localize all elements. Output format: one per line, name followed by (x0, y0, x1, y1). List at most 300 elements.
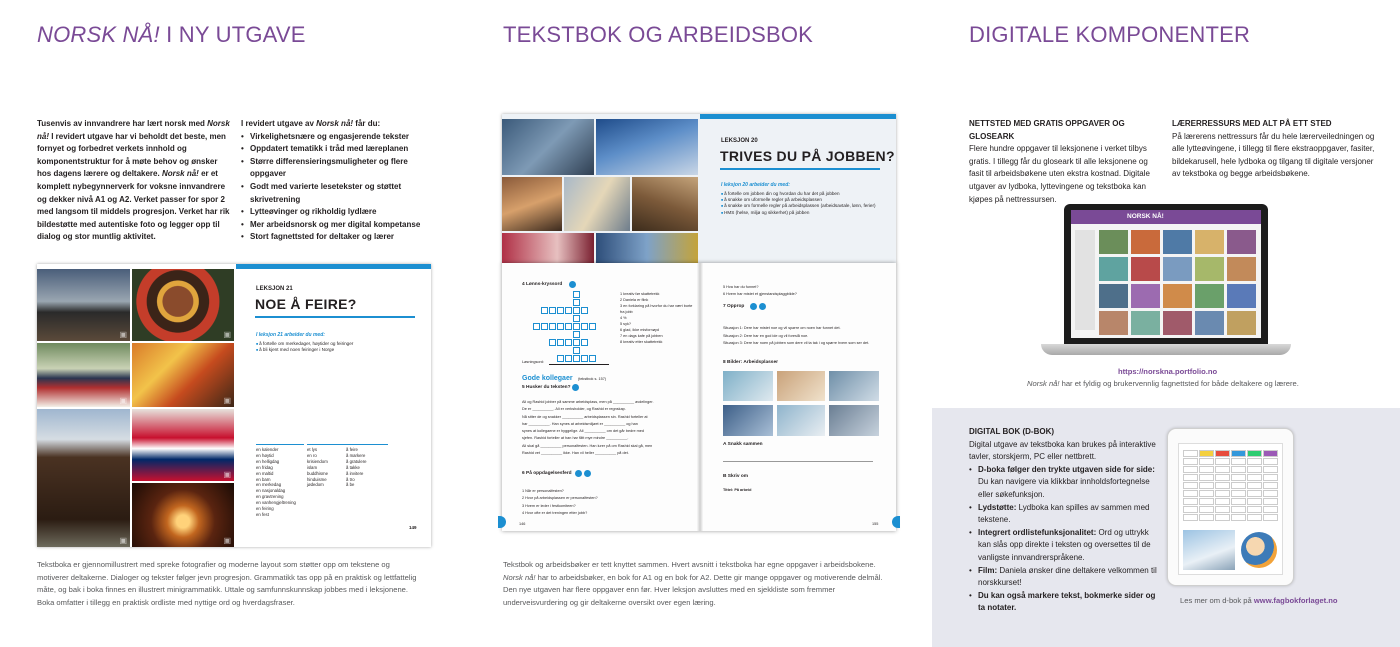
tablet-table-cell (1247, 474, 1262, 481)
clue-item: 4 % (620, 316, 627, 320)
site-tile (1163, 311, 1192, 335)
dbok-item (969, 527, 1161, 565)
question-item: 6 Hvem har mistet et gjenstandsplaggbilde? (723, 292, 797, 297)
site-tile (1131, 257, 1160, 281)
section-ref: (tekstbok s. 157) (578, 377, 607, 381)
intro-part-1: Norsk nå! (37, 119, 230, 141)
exercise-8-title: 8 Bilder: Arbeidsplasser (723, 360, 779, 365)
tablet-table-cell (1263, 466, 1278, 473)
lead-end: får du: (353, 119, 381, 128)
intro-part-2: I revidert utgave har vi beholdt det beste, men fornyet og forbedret verkets innhold og komponentstruktur for å møte behov og ønsker hos dagens lærere og deltakere. (37, 131, 226, 179)
tablet-table-cell (1231, 450, 1246, 457)
tablet-table-cell (1199, 490, 1214, 497)
col1-features-lead (241, 118, 441, 131)
text-line-1 (723, 461, 873, 462)
word-item: en nasjonaldag (256, 488, 286, 494)
word-item: islam (307, 464, 318, 470)
col3-title: DIGITALE KOMPONENTER (969, 22, 1251, 47)
photo-worker (502, 177, 562, 231)
crossword-cell (573, 323, 580, 330)
clue-item: 1 kreativ før skattetrekk (620, 292, 660, 296)
site-tile (1099, 230, 1128, 254)
site-tile (1195, 311, 1224, 335)
laptop-screen (1071, 210, 1261, 338)
workplace-photo-2 (777, 371, 825, 401)
workplace-photo-6 (829, 405, 879, 436)
dbok-heading: DIGITAL BOK (D-BOK) (969, 427, 1055, 436)
section-head-gode-kollegaer: Gode kollegaer (522, 375, 573, 382)
tablet-table-cell (1215, 458, 1230, 465)
tablet-table-cell (1247, 498, 1262, 505)
goal-item: ■ å bli kjent med noen feiringer i Norge (256, 347, 406, 353)
photo-folk-dance (37, 343, 130, 407)
crossword-cell (541, 307, 548, 314)
site-tile (1131, 311, 1160, 335)
site-tile (1163, 230, 1192, 254)
goal-head-20: I leksjon 20 arbeider du med: (721, 182, 790, 188)
photo-nurse (502, 233, 594, 264)
site-tile (1195, 230, 1224, 254)
chat-icon (750, 303, 757, 310)
tablet-table-cell (1231, 482, 1246, 489)
tablet-table-cell (1247, 482, 1262, 489)
larerressurs-block (1172, 118, 1384, 181)
site-tile (1227, 284, 1256, 308)
dbok-item-bold: Film: (978, 565, 998, 575)
cloze-line: Ali skal gå __________ personalfesten. Han lurer på om Rashid skal gå, men (522, 443, 653, 448)
word-item: en fridag (256, 464, 273, 470)
intro-part-0: Tusenvis av innvandrere har lært norsk med (37, 119, 208, 128)
tablet-table-cell (1231, 474, 1246, 481)
portfolio-caption-rest: har et fyldig og brukervennlig fagnettsted for både deltakere og lærere. (1059, 379, 1299, 388)
goal-item: ■ HMS (helse, miljø og sikkerhet) på jobben (721, 210, 891, 216)
feature-item: • Lytteøvinger og rikholdig lydlære (241, 206, 441, 219)
lesson-title: NOE Å FEIRE? (255, 296, 357, 312)
cloze-line: sjefen. Rashid forteller at han har fått mye mindre __________. (522, 436, 629, 441)
dbok-intro: Digital utgave av tekstboka kan brukes på interaktive tavler, storskjerm, PC eller nettbrett. (969, 439, 1156, 462)
page-right: 155 (872, 522, 879, 526)
clue-item: 5 syk? (620, 322, 631, 326)
laptop-base (1041, 344, 1291, 355)
word-item: å gratulere (346, 458, 367, 464)
tablet-table-cell (1247, 450, 1262, 457)
goal-item: ■ å snakke om formelle regler på arbeidsplassen (arbeidsavtale, lønn, ferier) (721, 203, 891, 209)
word-column-3 (346, 444, 388, 488)
situasjon-item: Situasjon 1: Dere har mistet noe og vil spørre om noen har funnet det. (723, 326, 841, 330)
crossword-cell (573, 331, 580, 338)
word-column-1 (256, 444, 304, 518)
dbok-item-bold: D-boka følger den trykte utgaven side for side: (978, 464, 1155, 474)
cloze-line: Nå sitter de og snakker __________ arbeidsplassen sin. Rashid forteller at (522, 414, 648, 419)
exercise-6-title: 6 På oppdagelsesferd (522, 471, 572, 476)
situasjon-item: Situasjon 3: Dere har noen på jobben som dere vil ta tak i og spørre hvem som ser det. (723, 341, 870, 346)
dbok-item-bold: Du kan også markere tekst, bokmerke sider og ta notater. (978, 590, 1156, 613)
photo-office (502, 119, 594, 175)
top-bluebar (236, 264, 431, 269)
exercise-6-questions-cont (723, 284, 883, 299)
clue-item: 2 Daniela er flink (620, 298, 649, 302)
dbok-item-bold: Lydstøtte: (978, 502, 1017, 512)
word-item: hinduisme (307, 476, 327, 482)
tablet-table-cell (1183, 506, 1198, 513)
dbok-item (969, 464, 1161, 502)
word-item: å markere (346, 452, 366, 458)
intro-part-3: Norsk nå! (161, 169, 199, 179)
skriv-om: B Skriv om (723, 474, 749, 479)
col1-intro (37, 118, 232, 244)
col1-title-rest: I NY UTGAVE (159, 22, 306, 47)
tablet-table-cell (1231, 466, 1246, 473)
tablet-table-cell (1199, 506, 1214, 513)
crossword-cell (573, 315, 580, 322)
clue-item: 3 en forklaring på hvorfor du har vært borte fra jobb (620, 304, 693, 314)
cloze-line: De er __________. Ali er verksholder, og Rashid er regnskap. (522, 407, 626, 412)
photo-icon: ▣ (223, 396, 231, 405)
caption-part-1: Norsk nå! (503, 572, 536, 582)
cloze-line: Rashid vet __________ ikke. Han vil heller __________ på det. (522, 451, 629, 456)
photo-stave-church (37, 409, 130, 547)
exercise-4-title: 4 Lønns-kryssord (522, 282, 563, 287)
dbok-item-text: Du kan navigere via klikkbar innholdsfortegnelse eller søkefunksjon. (978, 477, 1150, 499)
tablet-table-cell (1247, 506, 1262, 513)
tablet-table-cell (1263, 458, 1278, 465)
caption-part-0: Tekstbok og arbeidsbøker er tett knyttet sammen. Hvert avsnitt i tekstboka har egne oppgaver i arbeidsbokene. (503, 560, 876, 569)
answer-line (549, 364, 609, 365)
site-tile (1099, 284, 1128, 308)
photo-icon: ▣ (119, 396, 127, 405)
tablet-table-cell (1215, 506, 1230, 513)
site-sidebar (1075, 230, 1095, 330)
tablet-table-cell (1183, 474, 1198, 481)
page-left: 146 (519, 522, 526, 526)
lesson-title-20: TRIVES DU PÅ JOBBEN? (720, 148, 895, 164)
clue-item: 7 en dags kafe på jobben (620, 334, 663, 338)
tablet-table-cell (1199, 466, 1214, 473)
les-mer-text: Les mer om d-bok på (1180, 596, 1254, 605)
tablet-table-cell (1199, 474, 1214, 481)
word-item: et lys (307, 447, 318, 452)
col1-features (241, 118, 441, 244)
book-gutter (697, 263, 703, 531)
dbok-item-text: Daniela ønsker dine deltakere velkommen til norskkurset! (978, 565, 1157, 588)
tablet-table-cell (1199, 458, 1214, 465)
larerressurs-heading: LÆRERRESSURS MED ALT PÅ ETT STED (1172, 119, 1332, 128)
site-tile (1227, 230, 1256, 254)
goal-list (256, 341, 406, 353)
word-item: en fest (256, 511, 269, 517)
crossword-cell (581, 355, 588, 362)
photo-icon: ▣ (223, 470, 231, 479)
word-item: å feire (346, 447, 358, 452)
tablet-table-cell (1199, 450, 1214, 457)
tablet-table-cell (1247, 514, 1262, 521)
crossword-cell (549, 307, 556, 314)
workplace-photo-5 (777, 405, 825, 436)
crossword-cell (573, 307, 580, 314)
exercise-7-title: 7 Opprop (723, 304, 745, 309)
tablet-table-cell (1263, 490, 1278, 497)
crossword-cell (557, 355, 564, 362)
nettsted-block (969, 118, 1164, 206)
dbok-block (969, 426, 1161, 615)
tablet-table-cell (1215, 466, 1230, 473)
tablet-table-cell (1183, 490, 1198, 497)
textbook-topbar (700, 114, 896, 119)
clue-item: 8 kreativ etter skattetrekk (620, 340, 663, 344)
tablet-table-cell (1247, 490, 1262, 497)
tablet-table-cell (1183, 466, 1198, 473)
clue-item: 6 glad, ikke misfornøyd (620, 328, 660, 332)
lesson-tag-20: LEKSJON 20 (721, 138, 758, 144)
word-item: krisiendom (307, 458, 328, 464)
tablet-photo (1183, 530, 1235, 570)
word-item: en merkedag (256, 482, 282, 488)
word-item: en maltid (256, 470, 274, 476)
goal-list-20 (721, 191, 891, 216)
workplace-photo-4 (723, 405, 773, 436)
tablet-table-cell (1215, 514, 1230, 521)
feature-item: • Stort fagnettsted for deltaker og lærer (241, 231, 441, 244)
word-item: buddhisme (307, 470, 329, 476)
portfolio-link[interactable]: https://norskna.portfolio.no (1118, 367, 1218, 376)
site-tile (1131, 230, 1160, 254)
title-rule-20 (720, 168, 880, 170)
portfolio-caption (1027, 378, 1347, 391)
photo-engineer (596, 119, 698, 175)
dbok-list (969, 464, 1161, 615)
cloze-line: Ali og Rashid jobber på samme arbeidsplass, men på __________ avdelinger. (522, 400, 654, 404)
photo-candles (132, 483, 234, 547)
tablet-table-cell (1183, 482, 1198, 489)
textbook-spread (502, 114, 896, 264)
col2-caption (503, 559, 888, 609)
tablet-table-cell (1183, 514, 1198, 521)
lesson-tag: LEKSJON 21 (256, 286, 293, 292)
crossword-cell (557, 323, 564, 330)
word-item: en vanhengjeltrening (256, 500, 296, 506)
crossword-cell (557, 307, 564, 314)
crossword-cell (549, 323, 556, 330)
crossword-cell (549, 339, 556, 346)
tablet-table-cell (1263, 498, 1278, 505)
losningsord-label: Løsningsord: (522, 360, 544, 364)
word-item: en kalender (256, 447, 279, 452)
book-spread-lesson21 (37, 264, 431, 547)
photo-kaaba (37, 269, 130, 341)
photo-icon: ▣ (119, 330, 127, 339)
word-item: en ro (307, 452, 317, 458)
crossword-cell (589, 355, 596, 362)
tablet-table-cell (1263, 506, 1278, 513)
nettsted-body: Flere hundre oppgaver til leksjonene i verket tilbys gratis. I tillegg får du gloseark til alle leksjonene og fasit til arbeidsbøkene uten ekstra kostnad. Digitale utgaver av lydboka, lyttevingene og tekstboka kan kjøpes på nettressursen. (969, 144, 1150, 204)
tittel: Tittel: På arbeid (723, 488, 752, 492)
tablet-table-cell (1215, 450, 1230, 457)
question-item: 5 Hva har du funnet? (723, 285, 759, 289)
tablet-table-cell (1231, 498, 1246, 505)
goal-head: I leksjon 21 arbeider du med: (256, 332, 325, 338)
tablet-table-cell (1247, 466, 1262, 473)
tablet-table-cell (1215, 482, 1230, 489)
goal-item: ■ å fortelle om merkedager, høytider og feiringer (256, 341, 406, 347)
crossword-cell (565, 339, 572, 346)
word-item: en høytid (256, 452, 274, 458)
word-item: en feiring (256, 506, 274, 512)
crossword-cell (581, 307, 588, 314)
caption-part-2: har to arbeidsbøker, en bok for A1 og en bok for A2. Dette gir mange oppgaver og motiverende delmål. Den nye utgaven har flere oppgaver enn før. Hver leksjon avsluttes med en sjekkliste som fremmer underveisvurdering og gir deltakerne oversikt over egen læring. (503, 572, 883, 607)
crossword-cell (573, 355, 580, 362)
tablet-table-cell (1263, 514, 1278, 521)
cloze-line: synes at kollegaene er hyggelige. Ali __________ om det går bedre med (522, 429, 645, 434)
feature-item: • Oppdatert tematikk i tråd med læreplanen (241, 143, 441, 156)
tablet-table-cell (1263, 474, 1278, 481)
title-rule (255, 316, 415, 318)
pencil-icon-4 (759, 303, 766, 310)
site-brand: NORSK NÅ! (1127, 213, 1164, 220)
les-mer (1180, 595, 1380, 608)
site-tile (1163, 284, 1192, 308)
crossword-cell (573, 339, 580, 346)
crossword-cell (565, 307, 572, 314)
site-tile (1195, 257, 1224, 281)
pencil-icon (569, 281, 576, 288)
tablet-illustration (1241, 532, 1277, 568)
tablet-table-cell (1199, 514, 1214, 521)
photo-flags-parade (132, 409, 234, 481)
crossword-cell (533, 323, 540, 330)
word-item: en helligdag (256, 458, 280, 464)
photo-icon: ▣ (223, 536, 231, 545)
word-item: en barn (256, 476, 271, 482)
page-number: 149 (409, 525, 417, 530)
col1-title-italic: NORSK NÅ! (37, 22, 160, 47)
snakk-sammen: A Snakk sammen (723, 442, 763, 447)
feature-item: • Større differensieringsmuligheter og flere oppgaver (241, 156, 441, 181)
exercise-5-title: 5 Husker du teksten? (522, 385, 571, 390)
feature-item: • Mer arbeidsnorsk og mer digital kompetanse (241, 219, 441, 232)
workplace-photo-3 (829, 371, 879, 401)
ear-icon (575, 470, 582, 477)
dbok-item (969, 590, 1161, 615)
situasjon-item: Situasjon 2: Dere har en god ide og vil foreslå noe. (723, 333, 809, 338)
workplace-photo-1 (723, 371, 773, 401)
lead-italic: Norsk nå! (316, 119, 354, 128)
site-tile (1195, 284, 1224, 308)
portfolio-caption-italic: Norsk nå! (1027, 379, 1060, 388)
feature-item: • Godt med varierte lesetekster og støttet skrivetrening (241, 181, 441, 206)
question-item: 4 Hvor ofte er det treningen etter jobb? (522, 511, 588, 516)
tablet-table-cell (1263, 482, 1278, 489)
site-tile (1099, 257, 1128, 281)
page-tab-left (498, 516, 506, 528)
crossword-cell (565, 355, 572, 362)
crossword-cell (573, 347, 580, 354)
fagbok-link[interactable]: www.fagbokforlaget.no (1253, 596, 1338, 605)
site-tile (1227, 257, 1256, 281)
crossword-cell (573, 291, 580, 298)
goal-item: ■ å fortelle om jobben din og hvordan du har det på jobben (721, 191, 891, 197)
site-header (1071, 210, 1261, 224)
feature-item: • Virkelighetsnære og engasjerende tekster (241, 131, 441, 144)
exercise-6-questions (522, 488, 697, 518)
crossword-cell (581, 323, 588, 330)
photo-meeting (564, 177, 630, 231)
pencil-icon-3 (584, 470, 591, 477)
dbok-item-bold: Integrert ordlistefunksjonalitet: (978, 527, 1097, 537)
tablet-table-cell (1263, 450, 1278, 457)
tablet-table-cell (1183, 498, 1198, 505)
photo-cleaner (596, 233, 698, 264)
col2-title: TEKSTBOK OG ARBEIDSBOK (503, 22, 814, 47)
crossword-cell (581, 339, 588, 346)
word-item: å be (346, 482, 355, 488)
larerressurs-body: På lærerens nettressurs får du hele lærerveiledningen og alle lytteøvingene, i tillegg til flere ekstraoppgaver, fasiter, bildekarusell, hele lydboka og tilgang til digitale versjoner av tekstboka og begge arbeidsbøkene. (1172, 131, 1375, 179)
tablet-table-cell (1199, 498, 1214, 505)
feature-list (241, 131, 441, 244)
exercise-5-lines (522, 399, 694, 457)
photo-dancer (132, 343, 234, 407)
crossword-cell (589, 323, 596, 330)
word-item: å invitere (346, 470, 364, 476)
tablet-table-cell (1183, 450, 1198, 457)
dbok-item-text: Ord og uttrykk kan slås opp direkte i teksten og oversettes til de vanligste innvandrerspråkene. (978, 527, 1151, 562)
site-tile (1163, 257, 1192, 281)
dbok-item (969, 565, 1161, 590)
tablet-table-cell (1215, 490, 1230, 497)
site-tile (1131, 284, 1160, 308)
dbok-item (969, 502, 1161, 527)
photo-colleagues (632, 177, 698, 231)
word-item: jødedom (307, 482, 324, 488)
crossword-cell (557, 339, 564, 346)
lead-text: I revidert utgave av (241, 119, 317, 128)
photo-african-dancers (132, 269, 234, 341)
tablet-table-cell (1231, 458, 1246, 465)
photo-icon: ▣ (119, 536, 127, 545)
tablet-table-cell (1183, 458, 1198, 465)
tablet-table-cell (1199, 482, 1214, 489)
crossword-clues (620, 291, 695, 345)
site-tile (1227, 311, 1256, 335)
word-item: å takke (346, 464, 360, 470)
page-tab-right (892, 516, 900, 528)
question-item: 3 Hvem er leder i festkomiteen? (522, 503, 576, 508)
question-item: 1 Når er personalfesten? (522, 489, 564, 493)
goal-item: ■ å snakke om uformelle regler på arbeidsplassen (721, 197, 891, 203)
nettsted-heading: NETTSTED MED GRATIS OPPGAVER OG GLOSEARK (969, 119, 1125, 141)
tablet-table-cell (1231, 514, 1246, 521)
cloze-line: har __________. Han synes at arbeidsmiljøet er __________ og han (522, 421, 638, 426)
question-item: 2 Hvor på arbeidsplassen er personalfesten? (522, 496, 598, 501)
tablet-screen (1178, 443, 1283, 575)
crossword-cell (573, 299, 580, 306)
word-item: en gravtrening (256, 494, 284, 500)
tablet-table-cell (1215, 498, 1230, 505)
crossword-cell (541, 323, 548, 330)
site-tile (1099, 311, 1128, 335)
tablet-table-cell (1231, 506, 1246, 513)
pencil-icon-2 (572, 384, 579, 391)
photo-icon: ▣ (223, 330, 231, 339)
intro-part-4: er et komplett nybegynnerverk for voksne innvandrere og dekker nivå A1 og A2. Verket passer for spor 2 med langsom til middels progresjon. Verket har rik bildestøtte med autentiske foto og legger opp til dialog og stor muntlig aktivitet. (37, 169, 230, 242)
tablet-table-cell (1231, 490, 1246, 497)
word-item: å tro (346, 476, 355, 482)
situasjoner (723, 325, 888, 348)
crossword-cell (565, 323, 572, 330)
col1-caption: Tekstboka er gjennomillustrert med spreke fotografier og moderne layout som støtter opp om tekstene og motiverer deltakerne. Dialoger og tekster følger jevn progresjon. Grammatikk tas opp på en praktisk og lettfattelig måte, og bak i boka finnes en illustrert minigrammatikk. Uttale og samfunnskunnskap jobbes med i leksjonene. Boka omfatter i tillegg en praktisk ordliste med nyttige ord og hverdagsfraser. (37, 560, 417, 607)
tablet-table-cell (1247, 458, 1262, 465)
col1-title (37, 22, 306, 48)
tablet-table-cell (1215, 474, 1230, 481)
